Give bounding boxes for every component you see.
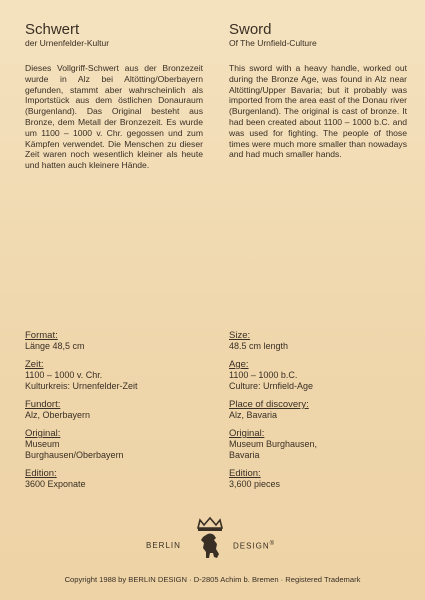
spec-label: Format: [25,330,58,341]
spec-value: Alz, Oberbayern [25,410,91,420]
spec-fundort [25,399,215,421]
spec-size [229,330,419,352]
german-specs [25,330,215,497]
spec-label: Age: [229,359,249,370]
english-section [229,22,419,160]
german-description: Dieses Vollgriff-Schwert aus der Bronzezeit wurde in Alz bei Altötting/Oberbayern gefunden, stammt aber wahrscheinlich als Importstück aus dem östlichen Donauraum (Burgenland). Das Original besteht aus Bronze, dem Metall der Bronzezeit. Es wurde um 1100 – 1000 v. Chr. gegossen und zum Kämpfen verwendet. Die Menschen zu dieser Zeit waren noch wesentlich kleiner als heute und hatten auch kleinere Hände. [25,63,203,171]
german-section [25,22,215,171]
spec-place [229,399,419,421]
spec-value: Länge 48,5 cm [25,341,85,351]
spec-original [25,428,215,461]
spec-value: Museum Burghausen, Bavaria [229,439,318,460]
spec-label: Original: [25,428,61,439]
brand-left-text: BERLIN [146,541,181,550]
english-specs [229,330,419,497]
german-title: Schwert [25,21,80,38]
english-title: Sword [229,21,272,38]
crowned-bear-icon [192,516,228,564]
spec-zeit [25,359,215,392]
spec-label: Fundort: [25,399,61,410]
spec-value: 48.5 cm length [229,341,289,351]
spec-age [229,359,419,392]
english-subtitle: Of The Urnfield-Culture [229,38,317,48]
registered-mark: ® [269,541,276,547]
spec-value: Museum Burghausen/Oberbayern [25,439,124,460]
spec-format [25,330,215,352]
german-subtitle: der Urnenfelder-Kultur [25,38,110,48]
spec-label: Edition: [25,468,57,479]
spec-edition [229,468,419,490]
spec-value: 3600 Exponate [25,479,86,489]
spec-value: 3,600 pieces [229,479,281,489]
english-description: This sword with a heavy handle, worked out during the Bronze Age, was found in Alz near Altötting/Upper Bavaria; but it probably was imported from the area east of the Donau river (Burgenland). The original is cast of bronze. It had been created about 1100 – 1000 b.C. and was used for fighting. The people of those times were much more smaller than nowadays and had much smaller hands. [229,63,407,160]
brand-right-label: DESIGN [233,541,270,551]
spec-edition [25,468,215,490]
spec-value: Alz, Bavaria [229,410,278,420]
brand-logo [0,516,425,566]
spec-label: Place of discovery: [229,399,309,410]
spec-label: Edition: [229,468,261,479]
spec-value: 1100 – 1000 v. Chr. Kulturkreis: Urnenfelder-Zeit [25,370,138,391]
spec-label: Size: [229,330,251,341]
spec-label: Zeit: [25,359,44,370]
spec-label: Original: [229,428,265,439]
spec-original [229,428,419,461]
copyright-footer: Copyright 1988 by BERLIN DESIGN · D-2805 Achim b. Bremen · Registered Trademark [64,575,361,584]
spec-value: 1100 – 1000 b.C. Culture: Urnfield-Age [229,370,314,391]
brand-right-text [233,541,275,551]
